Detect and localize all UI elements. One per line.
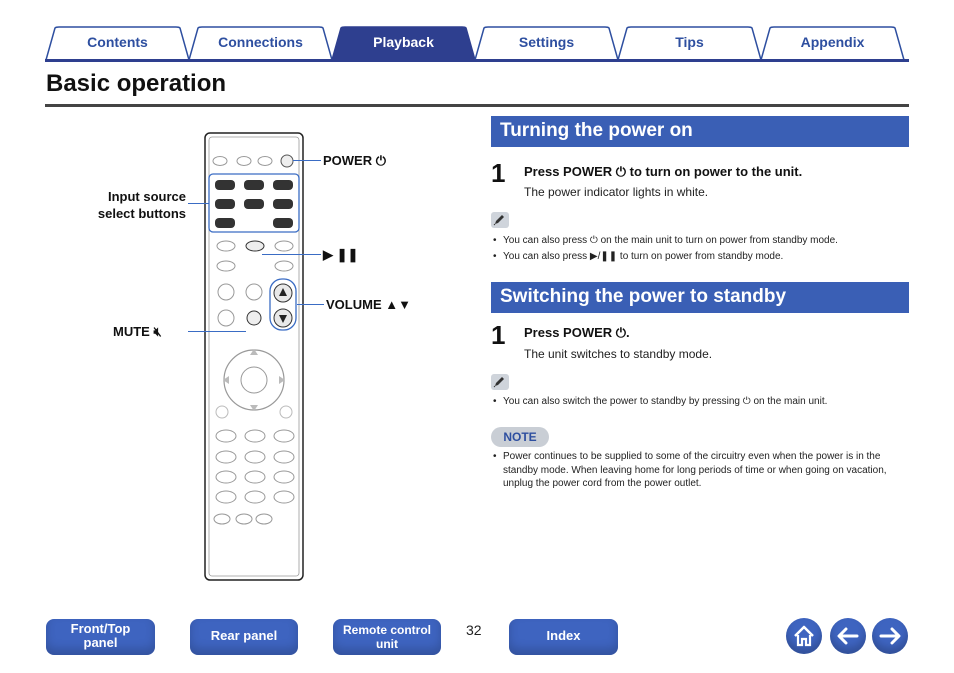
mute-callout-line: [188, 331, 246, 332]
mute-callout-label: MUTE 🔇︎: [113, 324, 162, 339]
tab-tips[interactable]: [617, 26, 762, 60]
page-number: 32: [466, 622, 482, 638]
tab-playback[interactable]: [331, 26, 476, 60]
arrow-left-icon: [830, 618, 866, 654]
tab-connections[interactable]: [188, 26, 333, 60]
nav-button-label: Remote control unit: [342, 623, 431, 651]
step-number: 1: [491, 158, 506, 188]
nav-button-label: Front/Top panel: [70, 621, 131, 650]
volume-callout-label: VOLUME ▲▼: [326, 297, 411, 312]
play-pause-callout-line: [262, 254, 321, 255]
tip-item: • You can also press ▶/❚❚ to turn on power from standby mode.: [503, 250, 903, 264]
tab-underline: [45, 59, 909, 62]
home-button[interactable]: [786, 618, 822, 654]
power-callout-label: POWER ⏻: [323, 153, 387, 168]
section-heading-text: Turning the power on: [500, 120, 693, 141]
forward-button[interactable]: [872, 618, 908, 654]
remote-control-unit-button[interactable]: [333, 619, 441, 655]
remote-control-illustration: [204, 132, 304, 581]
play-pause-callout-label: ▶ ❚❚: [323, 247, 359, 262]
back-button[interactable]: [830, 618, 866, 654]
tab-label: Connections: [218, 34, 303, 50]
step-number: 1: [491, 320, 506, 350]
section-heading-standby: [491, 282, 909, 313]
step-result: The power indicator lights in white.: [524, 185, 709, 199]
nav-button-label: Rear panel: [210, 628, 278, 643]
tab-label: Contents: [87, 34, 148, 50]
pencil-icon: [491, 212, 509, 228]
nav-button-label: Index: [546, 628, 581, 643]
tab-label: Appendix: [800, 34, 865, 50]
tab-label: Playback: [373, 34, 434, 50]
tab-label: Tips: [675, 34, 704, 50]
title-divider: [45, 104, 909, 107]
volume-callout-line: [297, 304, 324, 305]
note-label: NOTE: [503, 430, 537, 444]
home-icon: [786, 618, 822, 654]
index-button[interactable]: [509, 619, 618, 655]
input-source-callout-label: Input source select buttons: [97, 189, 186, 221]
section-heading-power-on: [491, 116, 909, 147]
rear-panel-button[interactable]: [190, 619, 298, 655]
note-item: • Power continues to be supplied to some of the circuitry even when the power is in the standby mode. When leaving home for long periods of time or when going on vacation, unplug the power cord from the power outlet.: [503, 450, 903, 491]
note-badge: [491, 427, 549, 447]
tab-appendix[interactable]: [760, 26, 905, 60]
input-source-callout-line: [188, 203, 209, 204]
tip-item: • You can also press ⏻ on the main unit to turn on power from standby mode.: [503, 234, 903, 248]
tab-contents[interactable]: [45, 26, 190, 60]
step-instruction: Press POWER ⏻.: [524, 325, 630, 340]
arrow-right-icon: [872, 618, 908, 654]
page-title: Basic operation: [46, 70, 227, 97]
power-callout-line: [293, 160, 321, 161]
pencil-icon: [491, 374, 509, 390]
tab-label: Settings: [518, 34, 575, 50]
step-instruction: Press POWER ⏻ to turn on power to the unit.: [524, 164, 803, 179]
front-top-panel-button[interactable]: [46, 619, 155, 655]
tab-bar: [45, 26, 909, 62]
tip-item: • You can also switch the power to standby by pressing ⏻ on the main unit.: [503, 395, 903, 409]
step-result: The unit switches to standby mode.: [524, 347, 713, 361]
tab-settings[interactable]: [474, 26, 619, 60]
section-heading-text: Switching the power to standby: [500, 286, 787, 307]
